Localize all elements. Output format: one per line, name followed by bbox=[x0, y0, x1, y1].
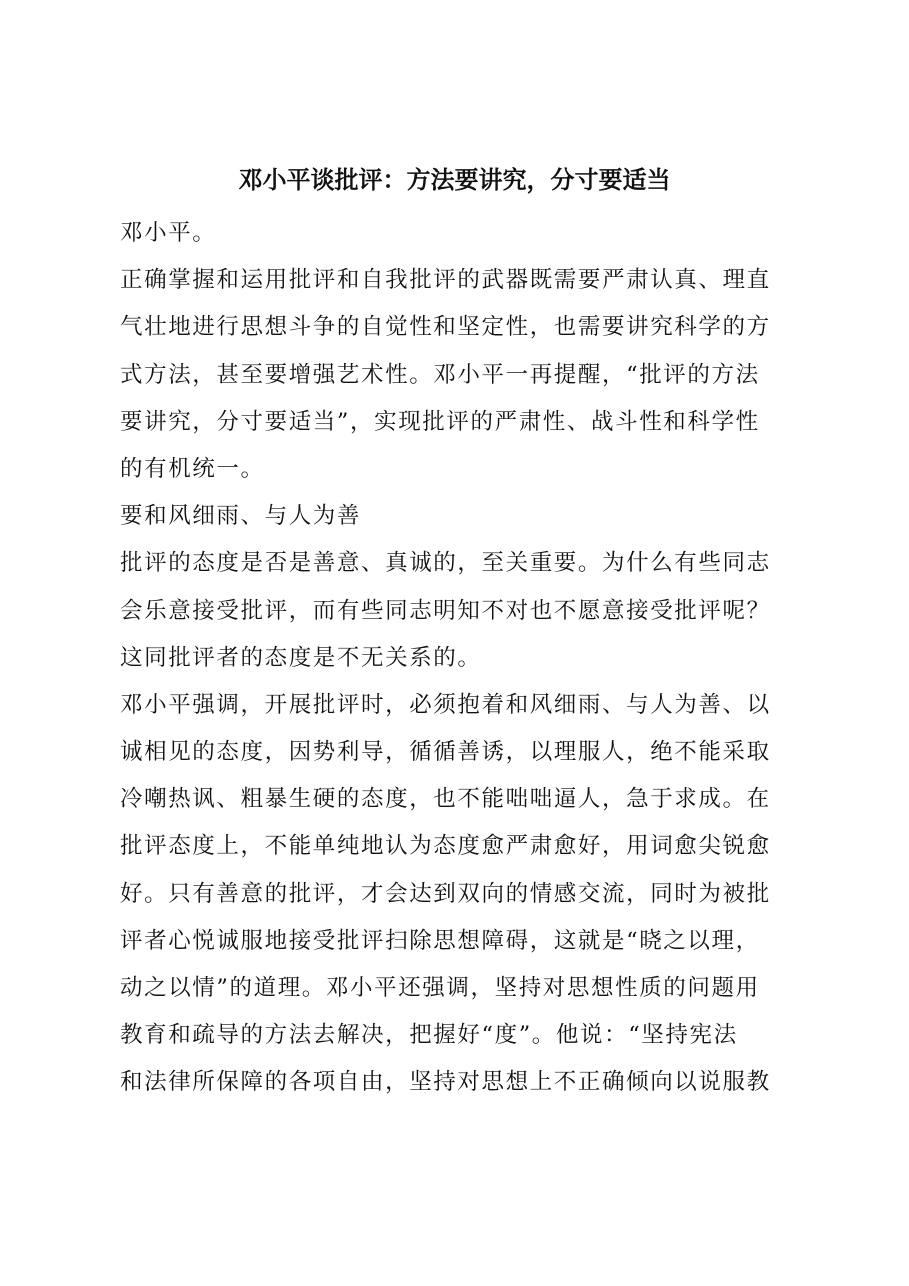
body-line: 这同批评者的态度是不无关系的。 bbox=[120, 644, 482, 671]
body-line: 批评态度上，不能单纯地认为态度愈严肃愈好，用词愈尖锐愈 bbox=[120, 833, 771, 860]
body-line: 诚相见的态度，因势利导，循循善诱，以理服人，绝不能采取 bbox=[120, 739, 771, 766]
body-line: 评者心悦诚服地接受批评扫除思想障碍，这就是“晓之以理， bbox=[120, 927, 760, 954]
document-title: 邓小平谈批评：方法要讲究，分寸要适当 bbox=[238, 165, 671, 194]
section-heading: 要和风细雨、与人为善 bbox=[120, 503, 362, 530]
body-line: 和法律所保障的各项自由，坚持对思想上不正确倾向以说服教 bbox=[120, 1069, 771, 1096]
document-body bbox=[120, 210, 796, 1107]
body-line: 正确掌握和运用批评和自我批评的武器既需要严肃认真、理直 bbox=[120, 267, 771, 294]
body-line: 要讲究，分寸要适当”，实现批评的严肃性、战斗性和科学性 bbox=[120, 408, 760, 435]
body-line: 式方法，甚至要增强艺术性。邓小平一再提醒，“批评的方法 bbox=[120, 361, 760, 388]
body-line: 会乐意接受批评，而有些同志明知不对也不愿意接受批评呢？ bbox=[120, 597, 771, 624]
body-line: 气壮地进行思想斗争的自觉性和坚定性，也需要讲究科学的方 bbox=[120, 314, 771, 341]
body-line: 的有机统一。 bbox=[120, 455, 265, 482]
body-line: 教育和疏导的方法去解决，把握好“度”。他说：“坚持宪法 bbox=[120, 1022, 738, 1049]
body-line-author: 邓小平。 bbox=[120, 220, 217, 246]
body-line: 邓小平强调，开展批评时，必须抱着和风细雨、与人为善、以 bbox=[120, 691, 771, 718]
body-line: 好。只有善意的批评，才会达到双向的情感交流，同时为被批 bbox=[120, 880, 771, 907]
body-line: 批评的态度是否是善意、真诚的，至关重要。为什么有些同志 bbox=[120, 550, 771, 577]
body-line: 冷嘲热讽、粗暴生硬的态度，也不能咄咄逼人，急于求成。在 bbox=[120, 786, 771, 813]
body-line: 动之以情”的道理。邓小平还强调，坚持对思想性质的问题用 bbox=[120, 975, 760, 1001]
